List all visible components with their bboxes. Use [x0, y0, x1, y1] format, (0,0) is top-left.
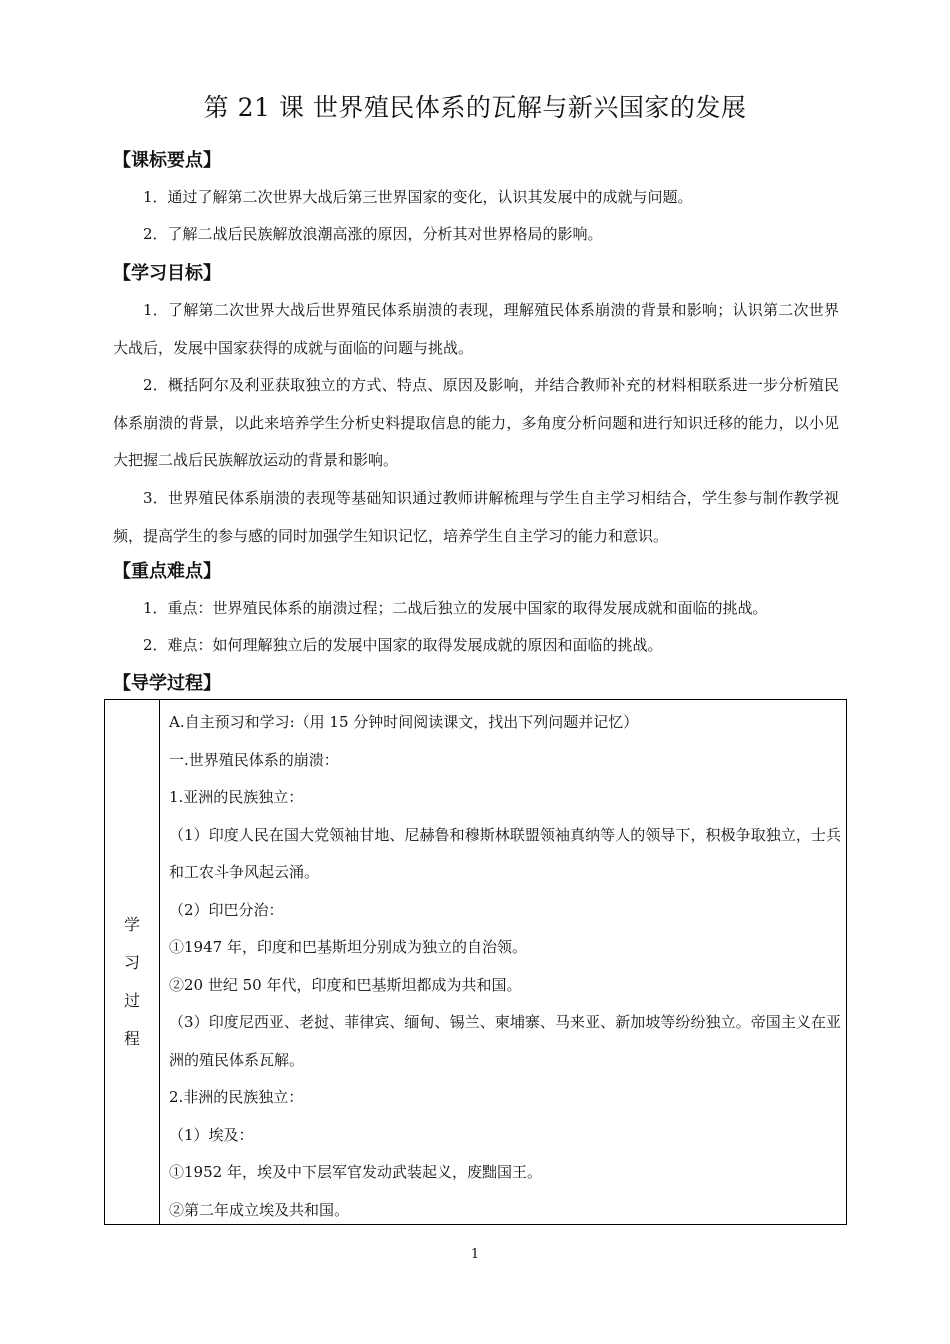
guide-line: （3）印度尼西亚、老挝、菲律宾、缅甸、锡兰、柬埔寨、马来亚、新加坡等纷纷独立。帝国主义在亚洲的殖民体系瓦解。 — [169, 1013, 841, 1069]
keypoint-item-1: 1．重点：世界殖民体系的崩溃过程；二战后独立的发展中国家的取得发展成就和面临的挑战。 — [143, 599, 768, 617]
guide-label-char: 程 — [123, 1029, 140, 1048]
curriculum-item-1: 1．通过了解第二次世界大战后第三世界国家的变化，认识其发展中的成就与问题。 — [143, 188, 693, 206]
guide-line: A.自主预习和学习:（用 15 分钟时间阅读课文，找出下列问题并记忆） — [169, 713, 639, 731]
section-heading-curriculum: 【课标要点】 — [113, 150, 221, 171]
guide-line: （2）印巴分治： — [169, 900, 284, 919]
section-heading-objectives: 【学习目标】 — [113, 263, 221, 284]
section-heading-keypoints: 【重点难点】 — [113, 561, 221, 582]
page-number: 1 — [470, 1247, 480, 1262]
page-title: 第 21 课 世界殖民体系的瓦解与新兴国家的发展 — [203, 93, 747, 122]
guide-label-char: 学 — [123, 915, 140, 934]
keypoint-item-2: 2．难点：如何理解独立后的发展中国家的取得发展成就的原因和面临的挑战。 — [143, 636, 663, 654]
guide-line: 1.亚洲的民族独立： — [169, 788, 304, 806]
objective-item-3: 3．世界殖民体系崩溃的表现等基础知识通过教师讲解梳理与学生自主学习相结合，学生参与制作教学视频，提高学生的参与感的同时加强学生知识记忆，培养学生自主学习的能力和意识。 — [113, 489, 839, 545]
guide-line: 2.非洲的民族独立： — [169, 1088, 304, 1106]
guide-line: （1）埃及： — [169, 1125, 254, 1144]
guide-table — [104, 699, 847, 1225]
curriculum-item-2: 2．了解二战后民族解放浪潮高涨的原因，分析其对世界格局的影响。 — [143, 225, 603, 243]
guide-line: （1）印度人民在国大党领袖甘地、尼赫鲁和穆斯林联盟领袖真纳等人的领导下，积极争取独立，士兵和工农斗争风起云涌。 — [169, 825, 841, 881]
objective-item-2: 2．概括阿尔及利亚获取独立的方式、特点、原因及影响，并结合教师补充的材料相联系进一步分析殖民体系崩溃的背景，以此来培养学生分析史料提取信息的能力，多角度分析问题和进行知识迁移的能力，以小见大把握二战后民族解放运动的背景和影响。 — [113, 376, 839, 469]
guide-line: ①1947 年，印度和巴基斯坦分别成为独立的自治领。 — [169, 938, 527, 956]
guide-label-cell — [105, 700, 160, 1224]
guide-line: ②20 世纪 50 年代，印度和巴基斯坦都成为共和国。 — [169, 975, 522, 994]
guide-line: 一.世界殖民体系的崩溃： — [169, 750, 339, 769]
objective-item-1: 1．了解第二次世界大战后世界殖民体系崩溃的表现，理解殖民体系崩溃的背景和影响；认识第二次世界大战后，发展中国家获得的成就与面临的问题与挑战。 — [113, 301, 839, 357]
section-heading-process: 【导学过程】 — [113, 673, 221, 694]
guide-content-cell — [169, 704, 841, 1229]
guide-label-char: 过 — [123, 991, 140, 1010]
guide-line: ①1952 年，埃及中下层军官发动武装起义，废黜国王。 — [169, 1163, 542, 1181]
guide-line: ②第二年成立埃及共和国。 — [169, 1200, 350, 1219]
guide-label-char: 习 — [123, 953, 140, 972]
